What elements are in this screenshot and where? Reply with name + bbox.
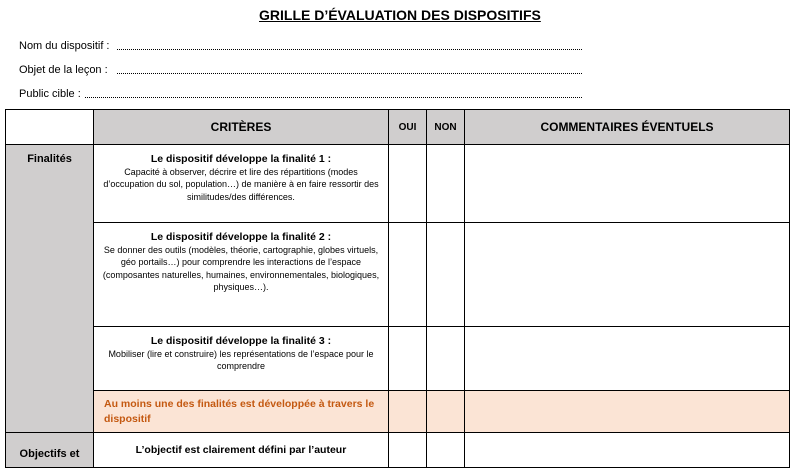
section-finalites: Finalités [6, 145, 94, 433]
comment-cell[interactable] [465, 145, 790, 223]
criteria-cell [94, 327, 389, 391]
field-objet-lecon [19, 64, 108, 76]
no-cell[interactable] [427, 433, 465, 468]
field-label: Public cible : [19, 88, 81, 100]
header-criteria: CRITÈRES [94, 110, 389, 145]
criteria-row [6, 327, 790, 391]
header-empty-cell [6, 110, 94, 145]
yes-cell[interactable] [389, 223, 427, 327]
criteria-title: Le dispositif développe la finalité 1 : [150, 153, 332, 165]
comment-cell[interactable] [465, 223, 790, 327]
summary-criteria: Au moins une des finalités est développée à travers le dispositif [94, 391, 389, 433]
field-dotted-line[interactable] [117, 73, 582, 74]
yes-cell[interactable] [389, 391, 427, 433]
comment-cell[interactable] [465, 433, 790, 468]
criteria-row [6, 145, 790, 223]
field-nom-dispositif [19, 40, 109, 52]
summary-row [6, 391, 790, 433]
header-comments: COMMENTAIRES ÉVENTUELS [465, 110, 790, 145]
yes-cell[interactable] [389, 433, 427, 468]
field-public-cible [19, 88, 81, 100]
criteria-description: Se donner des outils (modèles, théorie, cartographie, globes virtuels, géo portails…) pour comprendre les interactions de l’espace (composantes naturelles, humaines, environnementales, biologiques, physiques…). [102, 244, 380, 292]
no-cell[interactable] [427, 327, 465, 391]
field-dotted-line[interactable] [117, 49, 582, 50]
field-label: Objet de la leçon : [19, 64, 108, 76]
no-cell[interactable] [427, 223, 465, 327]
evaluation-grid [5, 109, 790, 468]
yes-cell[interactable] [389, 327, 427, 391]
criteria-description: Mobiliser (lire et construire) les représentations de l’espace pour le comprendre [108, 348, 374, 371]
section-objectifs: Objectifs et [6, 433, 94, 468]
yes-cell[interactable] [389, 145, 427, 223]
no-cell[interactable] [427, 145, 465, 223]
criteria-title: Le dispositif développe la finalité 2 : [150, 231, 332, 243]
objective-criteria: L’objectif est clairement défini par l’auteur [94, 433, 389, 468]
objective-row [6, 433, 790, 468]
header-no: NON [427, 110, 465, 145]
criteria-row [6, 223, 790, 327]
criteria-description: Capacité à observer, décrire et lire des répartitions (modes d’occupation du sol, population…) de manière à en faire ressortir des similitudes/des différences. [103, 166, 379, 202]
field-label: Nom du dispositif : [19, 40, 110, 52]
no-cell[interactable] [427, 391, 465, 433]
header-row [6, 110, 790, 145]
field-dotted-line[interactable] [85, 97, 582, 98]
criteria-title: Le dispositif développe la finalité 3 : [150, 335, 332, 347]
comment-cell[interactable] [465, 391, 790, 433]
comment-cell[interactable] [465, 327, 790, 391]
document-title: GRILLE D’ÉVALUATION DES DISPOSITIFS [259, 7, 541, 23]
header-yes: OUI [389, 110, 427, 145]
criteria-cell [94, 223, 389, 327]
criteria-cell [94, 145, 389, 223]
